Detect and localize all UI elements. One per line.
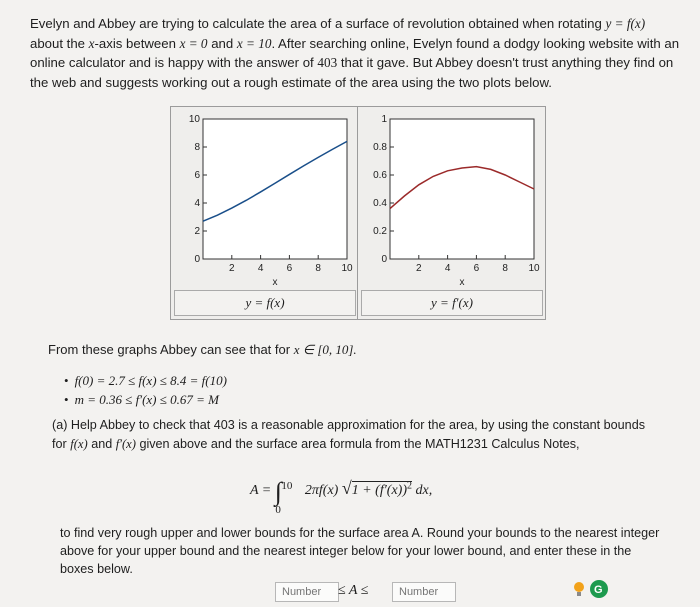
formula-lhs: A = bbox=[250, 483, 272, 498]
num-403: 403 bbox=[317, 55, 338, 70]
plot-fprime bbox=[358, 107, 544, 319]
y-tick-label: 10 bbox=[188, 114, 200, 125]
from-math: x ∈ [0, 10]. bbox=[293, 342, 357, 357]
bullet-f-bounds: • f(0) = 2.7 ≤ f(x) ≤ 8.4 = f(10) bbox=[64, 373, 227, 388]
part-a-text-2: and bbox=[91, 436, 113, 451]
x-tick-label: 8 bbox=[502, 263, 508, 274]
x-tick-label: 10 bbox=[528, 263, 540, 274]
from-text: From these graphs Abbey can see that for bbox=[48, 342, 291, 357]
y-tick-label: 2 bbox=[194, 226, 200, 237]
x-tick-label: 2 bbox=[229, 263, 235, 274]
upper-limit: 10 bbox=[281, 480, 293, 492]
lower-bound-input[interactable] bbox=[275, 582, 339, 602]
plots-table bbox=[170, 106, 546, 320]
intro-text-5: . After searching online, Evelyn found a dodgy looking website with an online calculator and is happy with the answer of bbox=[30, 35, 680, 70]
upper-bound-input[interactable] bbox=[392, 582, 456, 602]
problem-intro bbox=[30, 14, 680, 92]
intro-text-2: about the bbox=[30, 35, 85, 51]
bounds-intro bbox=[48, 342, 357, 358]
part-a-label: (a) bbox=[52, 418, 68, 432]
sqrt-body bbox=[352, 481, 412, 498]
plot-f-svg bbox=[171, 107, 357, 289]
part-a-fpx: f′(x) bbox=[115, 436, 136, 451]
x-tick-label: 6 bbox=[286, 263, 293, 274]
x-axis-label: x bbox=[272, 277, 278, 288]
plot-fprime-caption: y = f′(x) bbox=[361, 290, 543, 316]
refresh-icon[interactable] bbox=[590, 580, 608, 598]
plot-f-caption: y = f(x) bbox=[174, 290, 356, 316]
part-a-text-1: Help Abbey to check that 403 is a reasonable approximation for the area, by using the constant bounds for bbox=[52, 418, 645, 451]
lightbulb-icon[interactable] bbox=[574, 582, 584, 596]
integral-sign: ∫ bbox=[274, 477, 282, 506]
plot-fprime-svg bbox=[358, 107, 544, 289]
bullet-fprime-bounds: • m = 0.36 ≤ f′(x) ≤ 0.67 = M bbox=[64, 392, 219, 407]
power: 2 bbox=[406, 480, 412, 492]
inequality-label: ≤ A ≤ bbox=[338, 583, 369, 598]
integrand: 2πf(x) bbox=[304, 483, 339, 498]
status-icons bbox=[570, 578, 612, 605]
plot-f bbox=[171, 107, 358, 319]
plot-area bbox=[390, 119, 534, 259]
eq-y-fx: y = f(x) bbox=[605, 16, 646, 31]
instructions-text: to find very rough upper and lower bounds for the surface area A. Round your bounds to the nearest integer above for your upper bound and the nearest integer below for your lower bound, and enter these in the boxes below. bbox=[60, 526, 660, 576]
y-tick-label: 0.4 bbox=[373, 198, 387, 209]
sqrt-content: 1 + (f′(x)) bbox=[351, 483, 407, 498]
plot-area bbox=[203, 119, 347, 259]
y-tick-label: 8 bbox=[194, 142, 200, 153]
intro-text-6: that it gave. But Abbey doesn't trust anything they find on the web and suggests working out a rough estimate of the area using the two plots below. bbox=[30, 55, 674, 90]
sqrt-sign: √ bbox=[341, 478, 352, 498]
dx: dx, bbox=[415, 483, 433, 498]
part-a-text bbox=[52, 416, 662, 453]
bullet-f-text: f(0) = 2.7 ≤ f(x) ≤ 8.4 = f(10) bbox=[74, 373, 227, 388]
intro-text-1: Evelyn and Abbey are trying to calculate the area of a surface of revolution obtained when rotating bbox=[30, 16, 602, 31]
svg-text:G: G bbox=[594, 584, 603, 596]
x-tick-label: 8 bbox=[315, 263, 321, 274]
x-tick-label: 10 bbox=[341, 263, 353, 274]
bullet-fprime-text: m = 0.36 ≤ f′(x) ≤ 0.67 = M bbox=[74, 392, 219, 407]
surface-area-formula bbox=[250, 477, 433, 516]
x-tick-label: 2 bbox=[416, 263, 422, 274]
intro-text-3: -axis between bbox=[94, 35, 176, 51]
part-a-text-3: given above and the surface area formula from the MATH1231 Calculus Notes, bbox=[139, 436, 580, 451]
x-tick-label: 6 bbox=[473, 263, 480, 274]
eq-x-10: x = 10 bbox=[236, 35, 272, 51]
eq-x-0: x = 0 bbox=[179, 35, 208, 51]
y-tick-label: 0.8 bbox=[373, 142, 387, 153]
x-tick-label: 4 bbox=[444, 263, 451, 274]
x-tick-label: 4 bbox=[257, 263, 264, 274]
x-variable: x bbox=[88, 35, 95, 51]
intro-text-4: and bbox=[211, 35, 234, 51]
y-tick-label: 0 bbox=[194, 254, 200, 265]
x-axis-label: x bbox=[459, 277, 465, 288]
y-tick-label: 6 bbox=[194, 170, 200, 181]
y-tick-label: 1 bbox=[381, 114, 387, 125]
lower-limit: 0 bbox=[275, 504, 281, 516]
y-tick-label: 4 bbox=[194, 198, 200, 209]
part-a-fx: f(x) bbox=[70, 436, 88, 451]
y-tick-label: 0.6 bbox=[373, 170, 387, 181]
y-tick-label: 0.2 bbox=[373, 226, 387, 237]
y-tick-label: 0 bbox=[381, 254, 387, 265]
